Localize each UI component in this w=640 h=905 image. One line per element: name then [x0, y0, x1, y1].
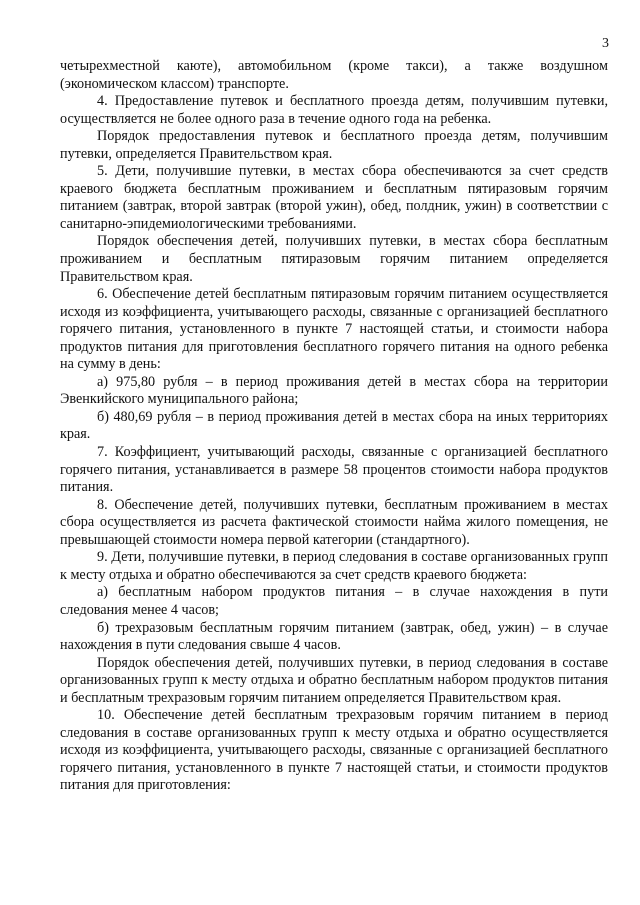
paragraph-item-6: 6. Обеспечение детей бесплатным пятиразовым горячим питанием осуществляется исходя из коэффициента, учитывающего расходы, связанные с организацией бесплатного горячего питания, установленного в пункте 7 настоящей статьи, и стоимости набора продуктов питания для приготовления бесплатного горячего питания на одного ребенка на сумму в день: — [60, 286, 608, 373]
paragraph-item-5-procedure: Порядок обеспечения детей, получивших путевки, в местах сбора бесплатным проживанием и бесплатным пятиразовым горячим питанием определяется Правительством края. — [60, 233, 608, 285]
paragraph-item-6-a: а) 975,80 рубля – в период проживания детей в местах сбора на территории Эвенкийского муниципального района; — [60, 373, 608, 408]
document-body — [60, 58, 608, 795]
paragraph-item-4-procedure: Порядок предоставления путевок и бесплатного проезда детям, получившим путевки, определяется Правительством края. — [60, 128, 608, 162]
paragraph-item-6-b: б) 480,69 рубля – в период проживания детей в местах сбора на иных территориях края. — [60, 408, 608, 443]
paragraph-item-8: 8. Обеспечение детей, получивших путевки, бесплатным проживанием в местах сбора осуществляется из расчета фактической стоимости найма жилого помещения, не превышающей стоимости номера первой категории (стандартного). — [60, 496, 608, 548]
paragraph-continuation: четырехместной каюте), автомобильном (кроме такси), а также воздушном (экономическом классом) транспорте. — [60, 58, 608, 92]
paragraph-item-9-procedure: Порядок обеспечения детей, получивших путевки, в период следования в составе организованных групп к месту отдыха и обратно бесплатным набором продуктов питания и бесплатным трехразовым горячим питанием определяется Правительством края. — [60, 654, 608, 706]
page-number: 3 — [602, 36, 609, 51]
paragraph-item-7: 7. Коэффициент, учитывающий расходы, связанные с организацией бесплатного горячего питания, устанавливается в размере 58 процентов стоимости набора продуктов питания. — [60, 444, 608, 496]
paragraph-item-9-a: а) бесплатным набором продуктов питания – в случае нахождения в пути следования менее 4 часов; — [60, 584, 608, 618]
paragraph-item-10: 10. Обеспечение детей бесплатным трехразовым горячим питанием в период следования в составе организованных групп к месту отдыха и обратно осуществляется исходя из коэффициента, учитывающего расходы, связанные с организацией бесплатного горячего питания, установленного в пункте 7 настоящей статьи, и стоимости продуктов питания для приготовления: — [60, 707, 608, 794]
paragraph-item-9-b: б) трехразовым бесплатным горячим питанием (завтрак, обед, ужин) – в случае нахождения в пути следования свыше 4 часов. — [60, 619, 608, 654]
paragraph-item-5: 5. Дети, получившие путевки, в местах сбора обеспечиваются за счет средств краевого бюджета бесплатным проживанием и бесплатным пятиразовым горячим питанием (завтрак, второй завтрак (второй ужин), обед, полдник, ужин) в соответствии с санитарно-эпидемиологическими требованиями. — [60, 163, 608, 232]
paragraph-item-4: 4. Предоставление путевок и бесплатного проезда детям, получившим путевки, осуществляется не более одного раза в течение одного года на ребенка. — [60, 93, 608, 127]
paragraph-item-9: 9. Дети, получившие путевки, в период следования в составе организованных групп к месту отдыха и обратно обеспечиваются за счет средств краевого бюджета: — [60, 549, 608, 583]
